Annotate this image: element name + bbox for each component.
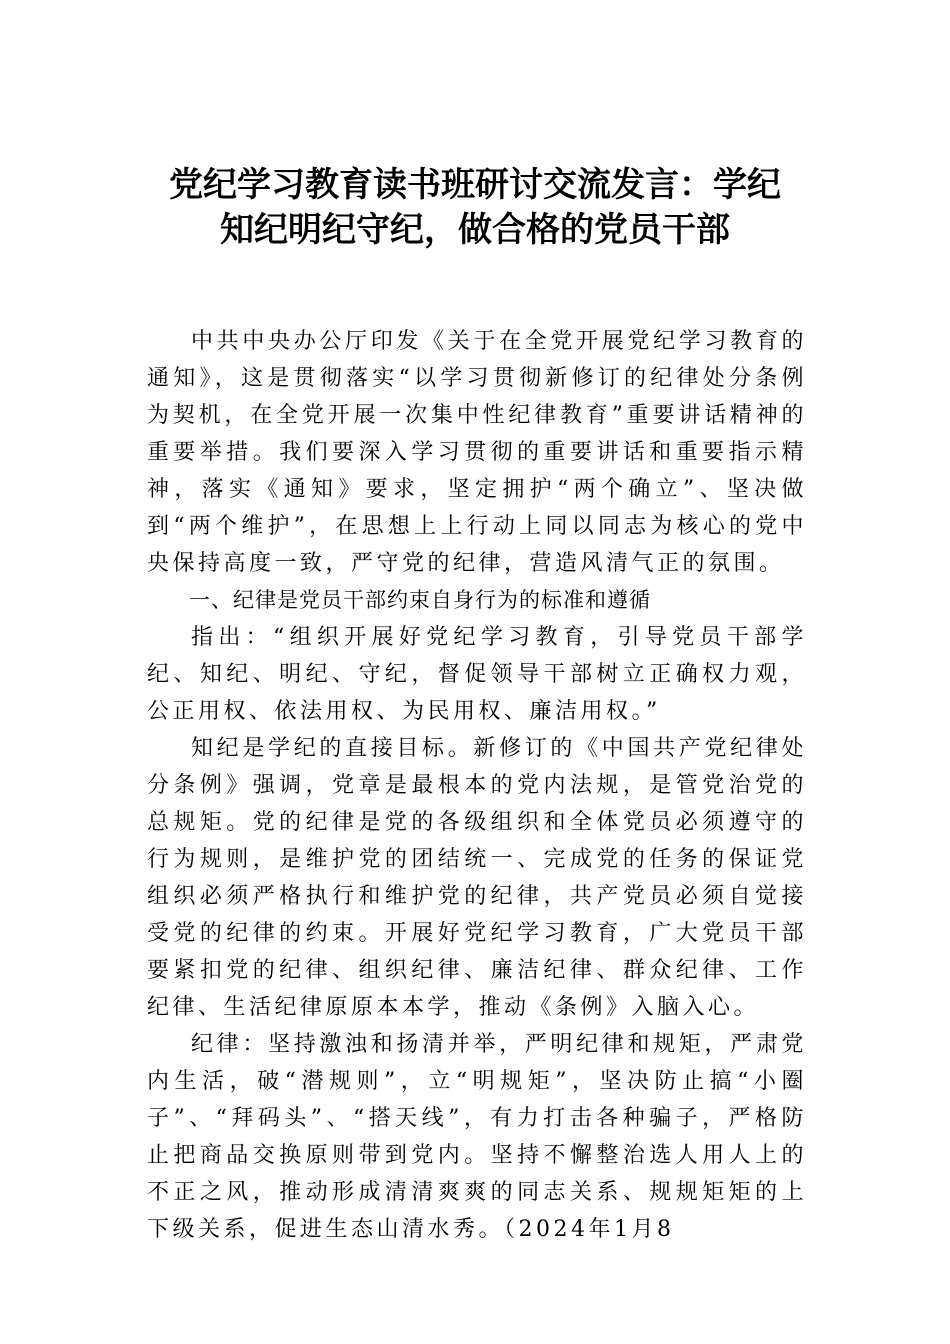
document-title-line-1: 党纪学习教育读书班研讨交流发言：学纪: [169, 165, 781, 205]
document-title-line-2: 知纪明纪守纪，做合格的党员干部: [220, 210, 730, 250]
section-heading-1: 一、纪律是党员干部约束自身行为的标准和遵循: [189, 588, 651, 612]
section-1-paragraph-2: 知纪是学纪的直接目标。新修订的《中国共产党纪律处分条例》强调，党章是最根本的党内法规，是管党治党的总规矩。党的纪律是党的各级组织和全体党员必须遵守的行为规则，是维护党的团结统一、完成党的任务的保证党组织必须严格执行和维护党的纪律，共产党员必须自觉接受党的纪律的约束。开展好党纪学习教育，广大党员干部要紧扣党的纪律、组织纪律、廉洁纪律、群众纪律、工作纪律、生活纪律原原本本学，推动《条例》入脑入心。: [147, 736, 807, 1020]
intro-paragraph: 中共中央办公厅印发《关于在全党开展党纪学习教育的通知》，这是贯彻落实“以学习贯彻新修订的纪律处分条例为契机，在全党开展一次集中性纪律教育”重要讲话精神的重要举措。我们要深入学习贯彻的重要讲话和重要指示精神，落实《通知》要求，坚定拥护“两个确立”、坚决做到“两个维护”，在思想上上行动上同以同志为核心的党中央保持高度一致，严守党的纪律，营造风清气正的氛围。: [147, 329, 807, 576]
section-1-paragraph-1: 指出：“组织开展好党纪学习教育，引导党员干部学纪、知纪、明纪、守纪，督促领导干部树立正确权力观，公正用权、依法用权、为民用权、廉洁用权。”: [147, 625, 807, 724]
document-body: [147, 323, 807, 1248]
section-1-paragraph-3: 纪律：坚持激浊和扬清并举，严明纪律和规矩，严肃党内生活，破“潜规则”，立“明规矩”，坚决防止搞“小圈子”、“拜码头”、“搭天线”，有力打击各种骗子，严格防止把商品交换原则带到党内。坚持不懈整治选人用人上的不正之风，推动形成清清爽爽的同志关系、规规矩矩的上下级关系，促进生态山清水秀。（2024年1月8: [147, 1032, 807, 1242]
